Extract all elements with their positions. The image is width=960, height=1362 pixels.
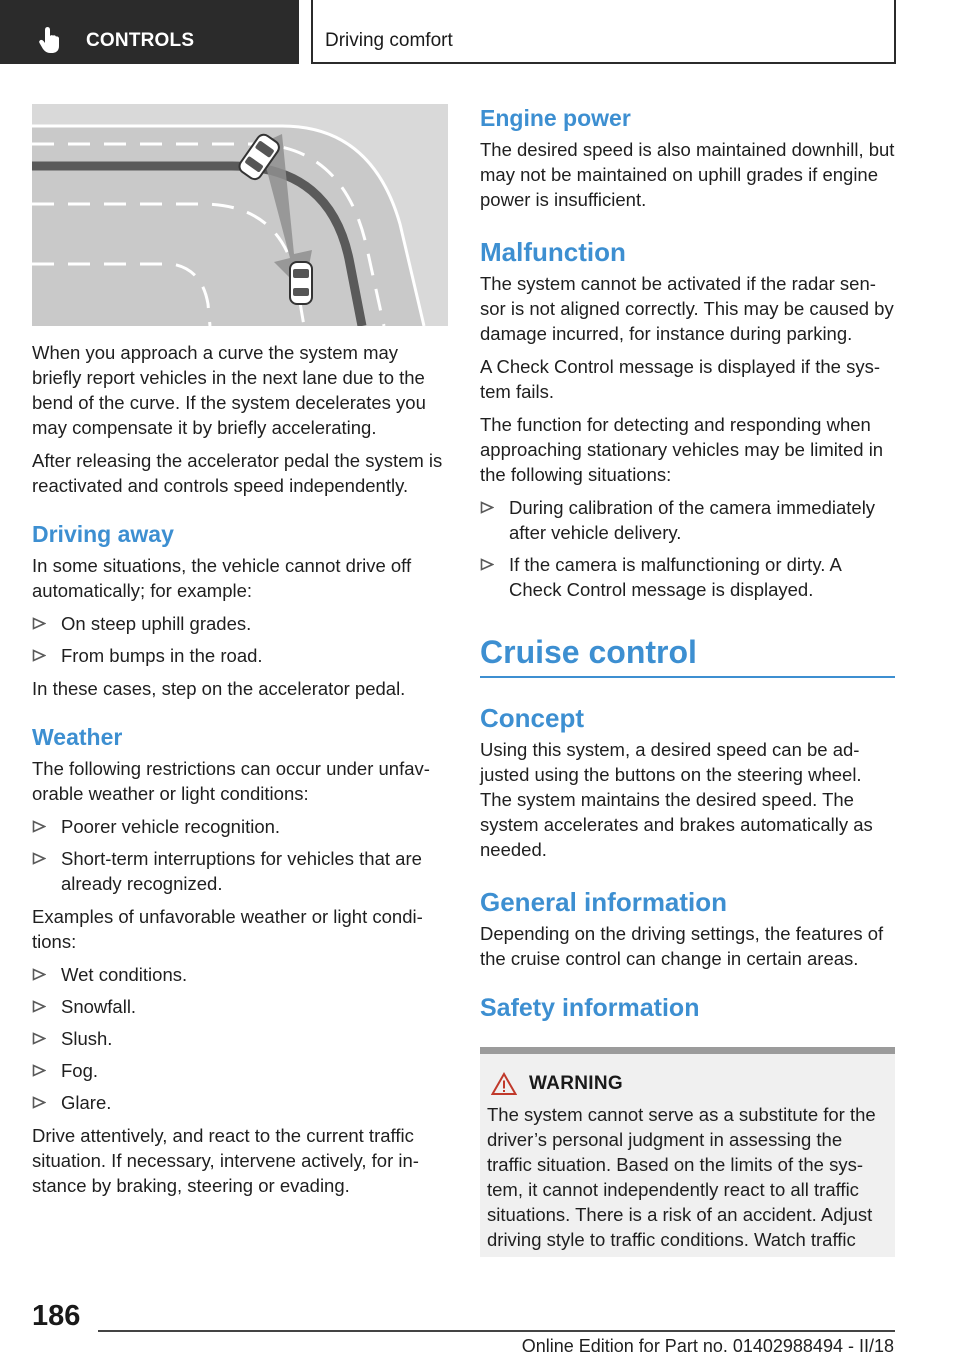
list-item: On steep uphill grades. — [32, 611, 448, 636]
right-column — [480, 104, 895, 1257]
triangle-right-icon — [480, 501, 494, 514]
reactivation-paragraph: After releasing the accelerator pedal the system is reactivated and controls speed independently. — [32, 450, 443, 496]
heading-driving-away: Driving away — [32, 521, 174, 547]
triangle-right-icon — [32, 1032, 46, 1045]
heading-engine-power: Engine power — [480, 105, 631, 131]
triangle-right-icon — [32, 820, 46, 833]
driving-away-intro: In some situations, the vehicle cannot drive off automatically; for example: — [32, 555, 412, 601]
weather-intro: The following restrictions can occur under unfavorable weather or light conditions: — [32, 758, 430, 804]
warning-triangle-icon — [491, 1072, 517, 1096]
list-item: If the camera is malfunctioning or dirty. A Check Control message is displayed. — [480, 552, 895, 602]
triangle-right-icon — [32, 1000, 46, 1013]
heading-weather: Weather — [32, 724, 123, 750]
concept-text: Using this system, a desired speed can be adjusted using the buttons on the steering wheel. The system maintains the desired speed. The system accelerates and brakes automatically as needed. — [480, 739, 873, 860]
weather-examples-list — [32, 962, 448, 1115]
triangle-right-icon — [32, 1096, 46, 1109]
hand-pointer-icon — [38, 26, 64, 54]
warning-box — [480, 1047, 895, 1257]
list-item: Slush. — [32, 1026, 448, 1051]
triangle-right-icon — [32, 649, 46, 662]
list-item: Poorer vehicle recognition. — [32, 814, 448, 839]
list-item: During calibration of the camera immediately after vehicle delivery. — [480, 495, 895, 545]
footer-divider — [98, 1330, 895, 1332]
engine-power-text: The desired speed is also maintained downhill, but may not be maintained on uphill grades if engine power is insufficient. — [480, 139, 895, 210]
driving-away-list — [32, 611, 448, 668]
malfunction-list — [480, 495, 895, 602]
malfunction-para3: The function for detecting and responding when approaching stationary vehicles may be limited in the following situations: — [480, 414, 884, 485]
heading-concept: Concept — [480, 703, 584, 733]
weather-outro: Drive attentively, and react to the current traffic situation. If necessary, intervene actively, for instance by braking, steering or evading. — [32, 1125, 419, 1196]
malfunction-para1: The system cannot be activated if the radar sensor is not aligned correctly. This may be caused by damage incurred, for instance during parking. — [480, 273, 894, 344]
header-chapter-title: Driving comfort — [325, 30, 453, 51]
page-number: 186 — [32, 1300, 81, 1332]
curve-paragraph: When you approach a curve the system may briefly report vehicles in the next lane due to the bend of the curve. If the system decelerates you may compensate it by briefly accelerating. — [32, 342, 426, 438]
triangle-right-icon — [32, 617, 46, 630]
malfunction-para2: A Check Control message is displayed if the system fails. — [480, 356, 880, 402]
weather-examples-intro: Examples of unfavorable weather or light conditions: — [32, 906, 423, 952]
heading-safety-information: Safety information — [480, 994, 700, 1022]
triangle-right-icon — [480, 558, 494, 571]
list-item: Snowfall. — [32, 994, 448, 1019]
list-item: From bumps in the road. — [32, 643, 448, 668]
list-item: Short-term interruptions for vehicles that are already recognized. — [32, 846, 448, 896]
triangle-right-icon — [32, 968, 46, 981]
heading-general-information: General information — [480, 887, 728, 917]
general-information-text: Depending on the driving settings, the features of the cruise control can change in certain areas. — [480, 923, 884, 969]
driving-away-outro: In these cases, step on the accelerator pedal. — [32, 678, 406, 699]
weather-restrictions-list — [32, 814, 448, 896]
triangle-right-icon — [32, 1064, 46, 1077]
list-item: Wet conditions. — [32, 962, 448, 987]
footer-edition-text: Online Edition for Part no. 01402988494 - II/18 — [521, 1336, 894, 1356]
triangle-right-icon — [32, 852, 46, 865]
header-section-label: CONTROLS — [86, 30, 195, 51]
curve-illustration — [32, 104, 448, 326]
list-item: Glare. — [32, 1090, 448, 1115]
list-item: Fog. — [32, 1058, 448, 1083]
left-column — [32, 104, 448, 1206]
warning-label: WARNING — [529, 1073, 623, 1094]
heading-malfunction: Malfunction — [480, 237, 626, 267]
warning-text: The system cannot serve as a substitute for the driver’s personal judgment in assessing the traffic situation. Based on the limits of the system, it cannot independently react to all traffic situations. There is a risk of an accident. Adjust driving style to traffic conditions. Watch traffic — [487, 1104, 876, 1250]
heading-cruise-control: Cruise control — [480, 632, 895, 678]
warning-header — [487, 1072, 888, 1096]
